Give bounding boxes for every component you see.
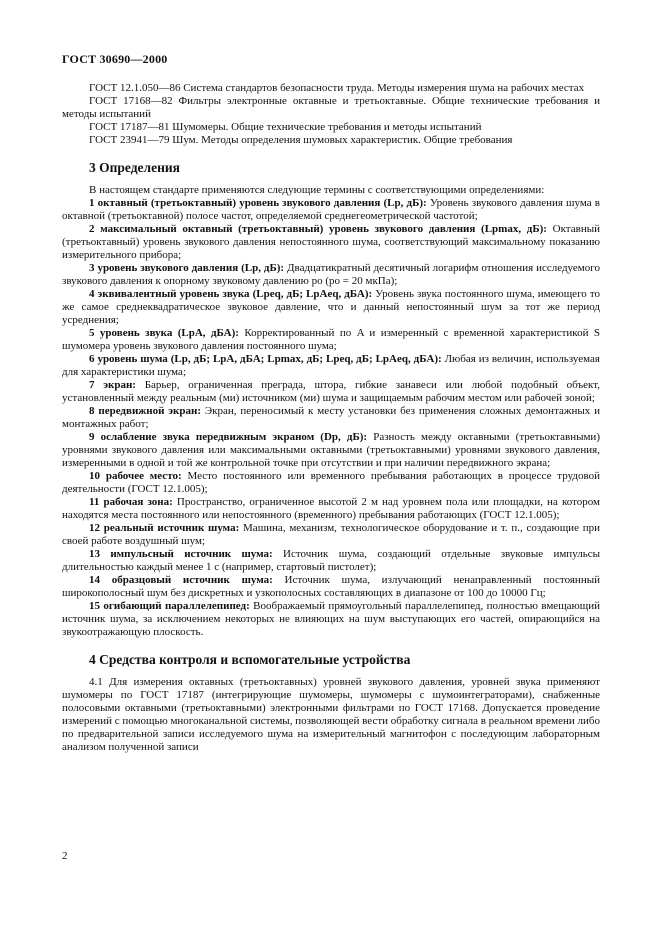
ref-item: ГОСТ 17187—81 Шумомеры. Общие технические требования и методы испытаний — [89, 121, 482, 133]
definition-item — [62, 353, 600, 379]
definition-item — [62, 548, 600, 574]
definition-text: Уровень звука постоянного шума, имеющего то же самое среднеквадратическое звуковое давление, что и данный непостоянный шум за тот же период усреднения; — [62, 288, 601, 326]
definition-text: Барьер, ограниченная преграда, штора, гибкие занавеси или любой подобный объект, установленный между реальным (ми) источником (ми) шума и защищаемым рабочим местом или рабочей зоной; — [62, 379, 600, 404]
definition-item — [62, 405, 600, 431]
definition-term: 1 октавный (третьоктавный) уровень звукового давления (Lp, дБ): — [89, 197, 427, 209]
definitions-intro: В настоящем стандарте применяются следующие термины с соответствующими определениями: — [89, 184, 545, 196]
definition-term: 3 уровень звукового давления (Lp, дБ): — [89, 262, 285, 274]
definition-term: 7 экран: — [89, 379, 136, 391]
section-3-heading: 3 Определения — [89, 160, 180, 175]
page-number: 2 — [62, 850, 68, 862]
definition-item — [62, 288, 600, 327]
definition-text: Корректированный по A и измеренный с временной характеристикой S шумомера уровень звукового давления постоянного шума; — [62, 327, 600, 352]
definition-item — [62, 197, 600, 223]
definition-text: Пространство, ограниченное высотой 2 м над уровнем пола или площадки, на котором находятся места постоянного или непостоянного (временного) пребывания работающих (ГОСТ 12.1.005); — [62, 496, 600, 521]
definition-term: 5 уровень звука (LpA, дБА): — [89, 327, 239, 339]
definition-text: Воображаемый прямоугольный параллелепипед, полностью вмещающий источник шума, за исключением некоторых не влияющих на шум выступающих его частей, опирающийся на звукоотражающую плоскость. — [62, 600, 601, 638]
ref-item: ГОСТ 12.1.050—86 Система стандартов безопасности труда. Методы измерения шума на рабочих местах — [89, 82, 585, 94]
definition-term: 8 передвижной экран: — [89, 405, 202, 417]
ref-item: ГОСТ 23941—79 Шум. Методы определения шумовых характеристик. Общие требования — [89, 134, 513, 146]
section-4-heading: 4 Средства контроля и вспомогательные устройства — [89, 652, 411, 667]
definition-text: Экран, переносимый к месту установки без применения сложных демонтажных и монтажных работ; — [62, 405, 601, 430]
definition-item — [62, 496, 600, 522]
definition-item — [62, 600, 600, 639]
definition-text: Двадцатикратный десятичный логарифм отношения исследуемого звукового давления к опорному звуковому давлению po (po = 20 мкПа); — [62, 262, 600, 287]
definition-text: Разность между октавными (третьоктавными) уровнями звукового давления или максимальными октавными (третьоктавными) уровнями звукового давления, измеренными в одной и той же контрольной точке при отсутствии и при наличии передвижного экрана; — [62, 431, 600, 469]
definition-item — [62, 574, 600, 600]
page-content — [62, 82, 600, 754]
definition-term: 2 максимальный октавный (третьоктавный) уровень звукового давления (Lpmax, дБ): — [89, 223, 547, 235]
definition-text: Источник шума, излучающий ненаправленный постоянный широкополосный шум без дискретных и узкополосных составляющих в диапазоне от 100 до 10000 Гц; — [62, 574, 600, 599]
definition-term: 12 реальный источник шума: — [89, 522, 240, 534]
definition-item — [62, 470, 600, 496]
section-4-paragraph: 4.1 Для измерения октавных (третьоктавных) уровней звукового давления, уровней звука применяют шумомеры по ГОСТ 17187 (интегрирующие шумомеры, шумомеры с шумоинтеграторами), снабженные полосовыми октавными (третьоктавными) электронными фильтрами по ГОСТ 17168. Допускается проведение измерений с помощью многоканальной системы, позволяющей вести обработку сигнала в реальном времени либо по предварительной записи исследуемого шума на измерительный магнитофон с последующим лабораторным анализом полученной записи — [62, 676, 600, 753]
document-header: ГОСТ 30690—2000 — [62, 52, 168, 66]
definition-term: 14 образцовый источник шума: — [89, 574, 273, 586]
definition-term: 11 рабочая зона: — [89, 496, 173, 508]
definition-item — [62, 223, 600, 262]
definition-item — [62, 379, 600, 405]
definition-item — [62, 431, 600, 470]
definition-text: Любая из величин, используемая для характеристики шума; — [62, 353, 600, 378]
definition-text: Место постоянного или временного пребывания работающих в процессе трудовой деятельности (ГОСТ 12.1.005); — [62, 470, 600, 495]
definition-text: Источник шума, создающий отдельные звуковые импульсы длительностью каждый менее 1 с (например, стартовый пистолет); — [62, 548, 600, 573]
definition-text: Машина, механизм, технологическое оборудование и т. п., создающие при своей работе воздушный шум; — [62, 522, 600, 547]
definition-term: 10 рабочее место: — [89, 470, 182, 482]
definition-item — [62, 262, 600, 288]
definition-text: Октавный (третьоктавный) уровень звукового давления непостоянного шума, соответствующий максимальному показанию измерительного прибора; — [62, 223, 600, 261]
definition-item — [62, 327, 600, 353]
definition-term: 6 уровень шума (Lp, дБ; LpA, дБА; Lpmax, дБ; Lpeq, дБ; LpAeq, дБА): — [89, 353, 442, 365]
definition-term: 4 эквивалентный уровень звука (Lpeq, дБ; LpAeq, дБА): — [89, 288, 373, 300]
definition-item — [62, 522, 600, 548]
definition-term: 15 огибающий параллелепипед: — [89, 600, 250, 612]
definition-term: 9 ослабление звука передвижным экраном (Dp, дБ): — [89, 431, 368, 443]
definition-text: Уровень звукового давления шума в октавной (третьоктавной) полосе частот, определяемой среднегеометрической частотой; — [62, 197, 600, 222]
definition-term: 13 импульсный источник шума: — [89, 548, 273, 560]
ref-item: ГОСТ 17168—82 Фильтры электронные октавные и третьоктавные. Общие технические требования и методы испытаний — [62, 95, 600, 120]
